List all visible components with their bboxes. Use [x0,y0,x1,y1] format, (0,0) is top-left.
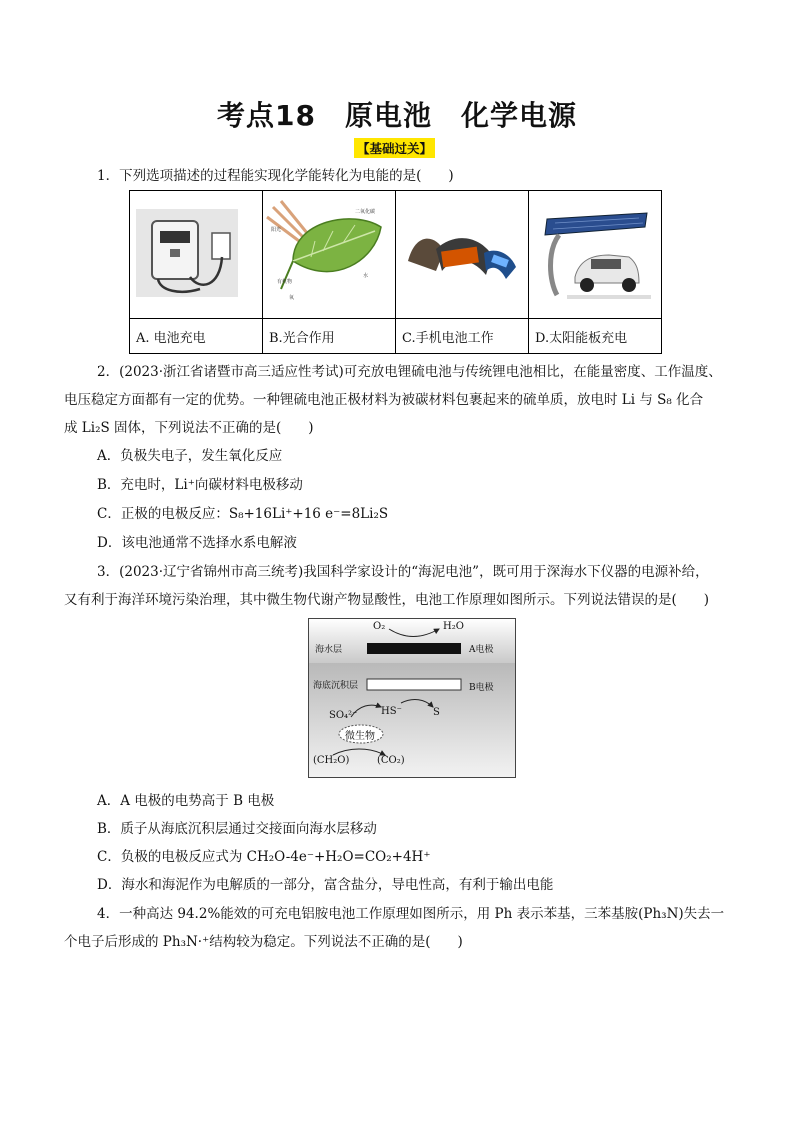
q2-option-b: B．充电时，Li⁺向碳材料电极移动 [97,477,303,493]
option-c-image [396,191,529,319]
leaf-label-oxygen: 氧 [289,295,295,301]
label-b-electrode: B电极 [469,683,494,693]
leaf-label-light: 阳光 [271,227,282,233]
q3-option-a: A．A 电极的电势高于 B 电极 [97,793,275,809]
leaf-image [263,191,395,314]
label-a-electrode: A电极 [469,645,494,655]
option-b-image [263,191,396,319]
label-ch2o: (CH₂O) [313,755,350,766]
option-b-label: B.光合作用 [263,319,396,354]
label-s: S [433,707,440,718]
q2-option-a: A．负极失电子，发生氧化反应 [97,448,283,464]
label-co2: (CO₂) [377,755,405,766]
option-d-image [529,191,662,319]
label-seawater: 海水层 [315,645,343,655]
q2-line-3: 成 Li₂S 固体，下列说法不正确的是( ) [64,420,314,436]
q2-line-2: 电压稳定方面都有一定的优势。一种锂硫电池正极材料为被碳材料包裹起来的硫单质，放电时 Li 与 S₈ 化合 [64,392,704,408]
label-microbe: 微生物 [345,731,375,742]
flexible-battery-image [396,191,528,314]
label-h2o: H₂O [443,621,464,632]
leaf-label-organic: 有机物 [277,279,293,285]
mud-battery-diagram [308,618,516,778]
leaf-label-co2: 二氧化碳 [355,209,376,215]
seawater-layer [309,619,515,663]
q1-stem: 1．下列选项描述的过程能实现化学能转化为电能的是( ) [97,168,454,184]
b-electrode [367,679,461,690]
label-so4: SO₄²⁻ [329,710,358,721]
page-title: 考点18 原电池 化学电源 [217,99,577,132]
charger-image [130,191,262,314]
label-o2: O₂ [373,621,386,632]
q4-line-2: 个电子后形成的 Ph₃N·⁺结构较为稳定。下列说法不正确的是( ) [64,934,463,950]
option-a-image [130,191,263,319]
q3-line-2: 又有利于海洋环境污染治理，其中微生物代谢产物显酸性，电池工作原理如图所示。下列说法错误的是( ) [64,592,710,608]
q2-option-c: C．正极的电极反应：S₈+16Li⁺+16 e⁻=8Li₂S [97,506,389,522]
label-sediment: 海底沉积层 [313,681,359,691]
section-badge: 【基础过关】 [354,138,435,158]
leaf-label-water: 水 [363,273,369,279]
q4-line-1: 4．一种高达 94.2%能效的可充电铝胺电池工作原理如图所示，用 Ph 表示苯基，三苯基胺(Ph₃N)失去一 [97,906,725,922]
a-electrode [367,643,461,654]
q3-line-1: 3．(2023·辽宁省锦州市高三统考)我国科学家设计的“海泥电池”，既可用于深海水下仪器的电源补给， [97,564,709,580]
option-a-label: A. 电池充电 [130,319,263,354]
option-c-label: C.手机电池工作 [396,319,529,354]
q2-option-d: D．该电池通常不选择水系电解液 [97,535,297,551]
option-d-label: D.太阳能板充电 [529,319,662,354]
q1-options-table [129,190,662,354]
label-hs: HS⁻ [381,706,402,717]
q3-option-c: C．负极的电极反应式为 CH₂O-4e⁻+H₂O=CO₂+4H⁺ [97,849,431,865]
q3-option-b: B．质子从海底沉积层通过交接面向海水层移动 [97,821,377,837]
q3-option-d: D．海水和海泥作为电解质的一部分，富含盐分，导电性高，有利于输出电能 [97,877,554,893]
solar-carport-image [529,191,661,314]
q2-line-1: 2．(2023·浙江省诸暨市高三适应性考试)可充放电锂硫电池与传统锂电池相比，在能量密度、工作温度、 [97,364,722,380]
